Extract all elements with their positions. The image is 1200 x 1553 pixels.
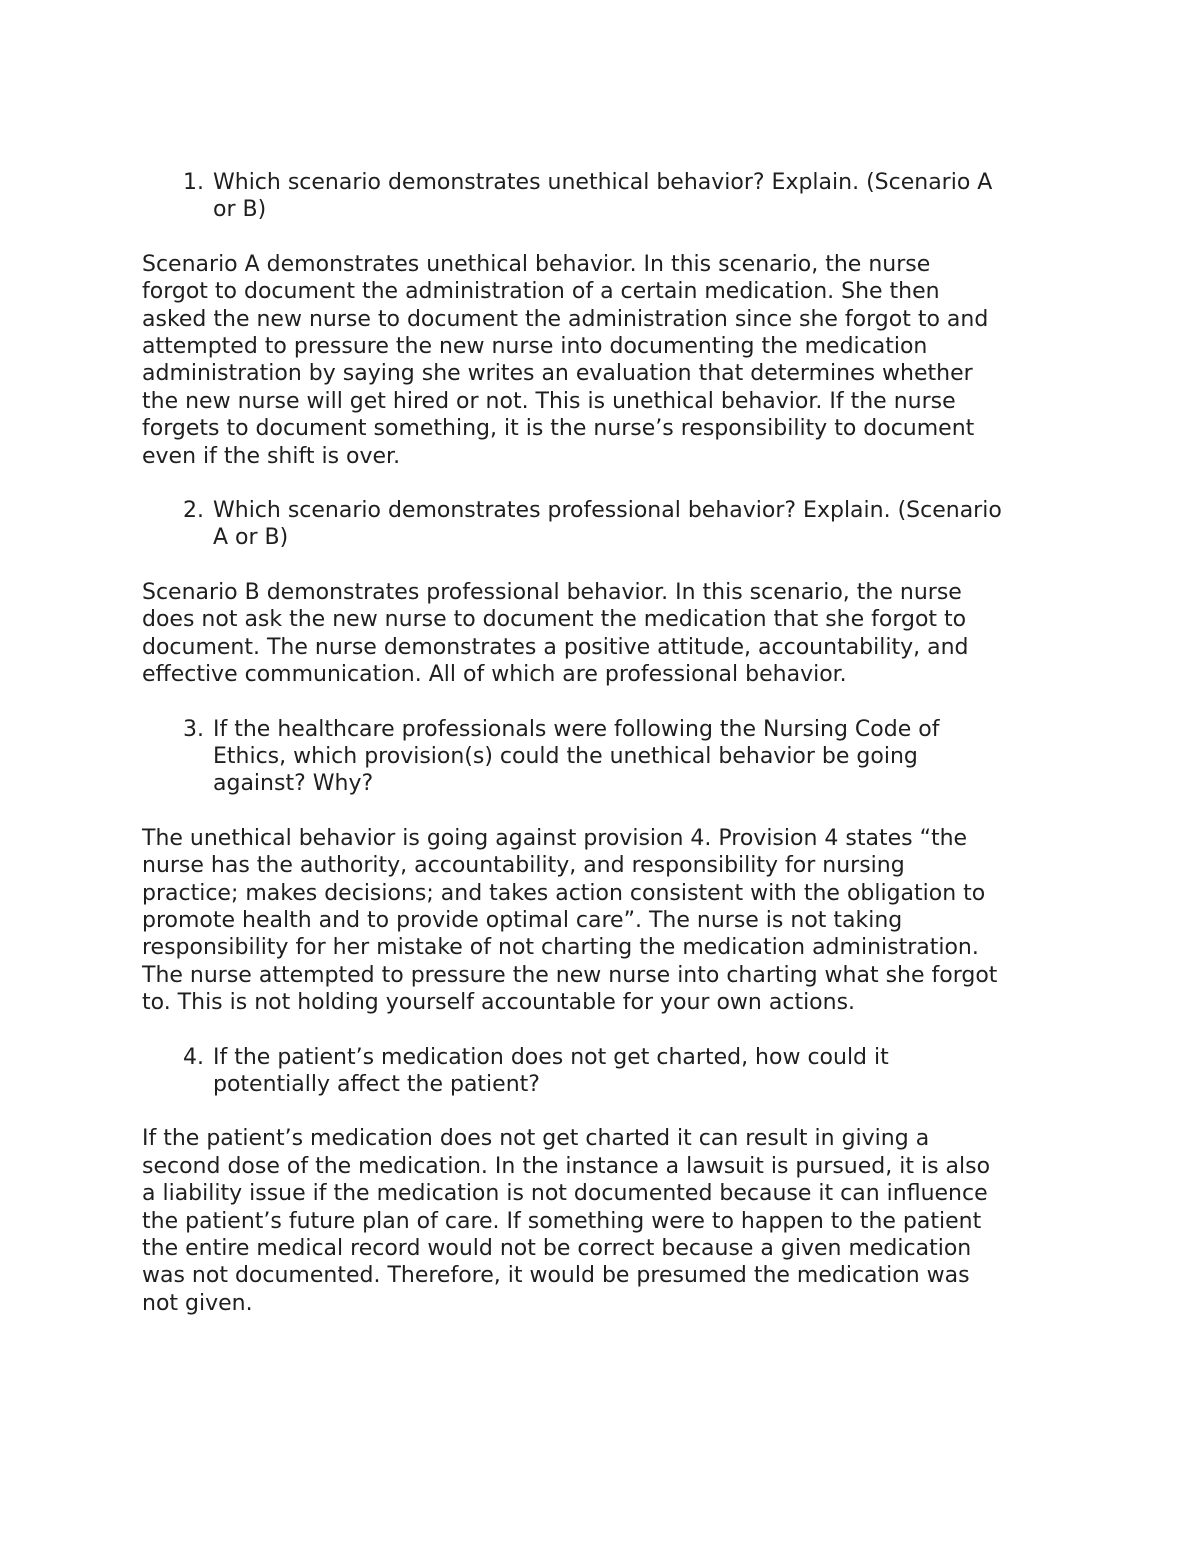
question-number: 4. <box>183 1044 204 1070</box>
answer-paragraph: Scenario A demonstrates unethical behavior. In this scenario, the nurse forgot to document the administration of a certain medication. She then asked the new nurse to document the administration since she forgot to and attempted to pressure the new nurse into documenting the medication administration by saying she writes an evaluation that determines whether the new nurse will get hired or not. This is unethical behavior. If the nurse forgets to document something, it is the nurse’s responsibility to document even if the shift is over. <box>142 251 989 469</box>
question-text: Which scenario demonstrates unethical behavior? Explain. (Scenario A or B) <box>213 170 993 223</box>
answer-paragraph: If the patient’s medication does not get charted it can result in giving a second dose of the medication. In the instance a lawsuit is pursued, it is also a liability issue if the medication is not documented because it can influence the patient’s future plan of care. If something were to happen to the patient the entire medical record would not be correct because a given medication was not documented. Therefore, it would be presumed the medication was not given. <box>142 1126 991 1316</box>
question-item-2 <box>142 497 1072 552</box>
question-number: 3. <box>183 716 204 742</box>
spacer <box>142 552 1072 579</box>
question-text: Which scenario demonstrates professional behavior? Explain. (Scenario A or B) <box>213 498 1002 551</box>
spacer <box>142 1098 1072 1125</box>
document-body <box>142 169 1072 1317</box>
question-item-4 <box>142 1044 1072 1099</box>
question-number: 1. <box>183 170 204 195</box>
question-item-3 <box>142 716 1072 798</box>
question-text: If the patient’s medication does not get charted, how could it potentially affect the patient? <box>213 1044 889 1097</box>
spacer <box>142 689 1072 716</box>
answer-paragraph: Scenario B demonstrates professional behavior. In this scenario, the nurse does not ask the new nurse to document the medication that she forgot to document. The nurse demonstrates a positive attitude, accountability, and effective communication. All of which are professional behavior. <box>142 579 969 688</box>
spacer <box>142 1017 1072 1044</box>
spacer <box>142 470 1072 497</box>
question-number: 2. <box>183 498 204 524</box>
question-item-1 <box>142 169 1072 224</box>
spacer <box>142 224 1072 251</box>
spacer <box>142 798 1072 825</box>
answer-paragraph: The unethical behavior is going against provision 4. Provision 4 states “the nurse has the authority, accountability, and responsibility for nursing practice; makes decisions; and takes action consistent with the obligation to promote health and to provide optimal care”. The nurse is not taking responsibility for her mistake of not charting the medication administration. The nurse attempted to pressure the new nurse into charting what she forgot to. This is not holding yourself accountable for your own actions. <box>142 825 998 1016</box>
question-text: If the healthcare professionals were following the Nursing Code of Ethics, which provision(s) could the unethical behavior be going against? Why? <box>213 716 940 797</box>
